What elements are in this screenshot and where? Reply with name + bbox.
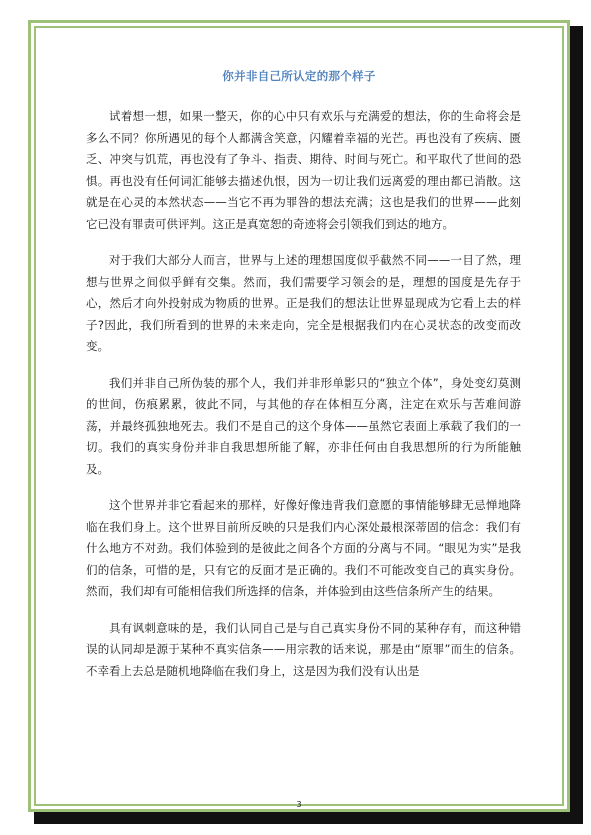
page-inner-border — [34, 26, 564, 809]
paragraph: 我们并非自己所伪装的那个人，我们并非形单影只的“独立个体”，身处变幻莫测的世间，伤痕累累，彼此不同，与其他的存在体相互分离，注定在欢乐与苦难间游荡，并最终孤独地死去。我们不是自己的这个身体——虽然它表面上承载了我们的一切。我们的真实身份并非自我思想所能了解，亦非任何由自我思想所的行为所能触及。 — [86, 375, 521, 476]
paragraph: 试着想一想，如果一整天，你的心中只有欢乐与充满爱的想法，你的生命将会是多么不同？你所遇见的每个人都满含笑意，闪耀着幸福的光芒。再也没有了疾病、匮乏、冲突与饥荒，再也没有了争斗、指责、期待、时间与死亡。和平取代了世间的恐惧。再也没有任何词汇能够去描述仇恨，因为一切让我们远离爱的理由都已消散。这就是在心灵的本然状态——当它不再为罪咎的想法充满；这也是我们的世界——此刻它已没有罪责可供评判。这正是真宽恕的奇迹将会引领我们到达的地方。 — [86, 109, 521, 231]
paragraph: 具有讽刺意味的是，我们认同自己是与自己真实身份不同的某种存有，而这种错误的认同却是源于某种不真实信条——用宗教的话来说，那是由“原罪”而生的信条。不幸看上去总是随机地降临在我们身上，这是因为我们没有认出是 — [86, 620, 521, 678]
paragraph: 对于我们大部分人而言，世界与上述的理想国度似乎截然不同——一目了然，理想与世界之间似乎鲜有交集。然而，我们需要学习领会的是，理想的国度是先存于心，然后才向外投射成为物质的世界。正是我们的想法让世界显现成为它看上去的样子?因此，我们所看到的世界的未来走向，完全是根据我们内在心灵状态的改变而改变。 — [86, 253, 521, 353]
page-number: 3 — [296, 800, 302, 809]
body-text — [86, 106, 521, 697]
page-title: 你并非自己所认定的那个样子 — [222, 69, 376, 83]
page-frame — [28, 20, 570, 812]
paragraph: 这个世界并非它看起来的那样，好像好像违背我们意愿的事情能够肆无忌惮地降临在我们身上。这个世界目前所反映的只是我们内心深处最根深蒂固的信念：我们有什么地方不对劲。我们体验到的是彼此之间各个方面的分离与不同。“眼见为实”是我们的信条，可惜的是，只有它的反面才是正确的。我们不可能改变自己的真实身份。然而，我们却有可能相信我们所选择的信条，并体验到由这些信条所产生的结果。 — [86, 498, 521, 598]
